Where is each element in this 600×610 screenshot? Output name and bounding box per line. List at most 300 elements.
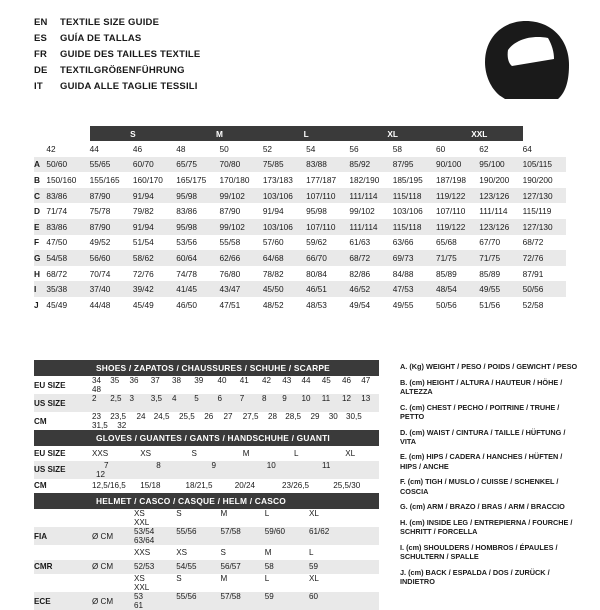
row-label-cm: CM: [34, 481, 47, 491]
cell: 190/200: [522, 174, 553, 185]
cell: 70/80: [219, 159, 241, 170]
size-58: 58: [393, 141, 436, 157]
cell: 65/75: [176, 159, 197, 170]
cell: 52/53: [134, 562, 155, 572]
cell: 56/60: [89, 252, 111, 263]
cell: 59/60: [264, 527, 286, 536]
cell: 177/187: [306, 174, 337, 185]
helmet-fia-values: [134, 527, 379, 545]
size-48: 48: [176, 141, 219, 157]
cell: L: [294, 448, 299, 458]
cell: 56/57: [220, 562, 241, 572]
gloves-us-values: [92, 461, 379, 479]
cell: 25,5/30: [333, 481, 361, 491]
cell: 7: [239, 394, 245, 403]
cell: XXL: [134, 583, 150, 592]
cell: 83/86: [46, 190, 68, 201]
cell: M: [220, 509, 228, 518]
cell: 103/106: [392, 206, 423, 217]
cell: 11: [321, 394, 331, 403]
cell: 190/200: [479, 174, 510, 185]
cell: 61/63: [349, 237, 371, 248]
cell: 9: [282, 394, 287, 403]
table-row: [34, 250, 566, 266]
cell: L: [264, 509, 270, 518]
cell: 111/114: [349, 190, 378, 201]
cell: 57/60: [262, 237, 284, 248]
shoes-cm-values: [92, 412, 379, 430]
cell: 48/52: [262, 299, 284, 310]
legend-item-b: B. (cm) HEIGHT / ALTURA / HAUTEUR / HÖHE / ALTEZZA: [400, 377, 563, 396]
gloves-section-title: GLOVES / GUANTES / GANTS / HANDSCHUHE / GUANTI: [34, 430, 379, 446]
legend-item-c: C. (cm) CHEST / PECHO / POITRINE / TRUHE / PETTO: [400, 402, 560, 421]
legend-item-f: F. (cm) TIGH / MUSLO / CUISSE / SCHENKEL / COSCIA: [400, 477, 559, 496]
cell: 68/72: [46, 268, 68, 279]
cell: 9: [211, 460, 217, 470]
cell: 69/73: [392, 252, 414, 263]
cell: 45/49: [46, 299, 68, 310]
cell: 99/102: [219, 221, 245, 232]
cell: 90/100: [436, 159, 462, 170]
cell: 59: [309, 562, 319, 572]
legend-item-e: E. (cm) HIPS / CADERA / HANCHES / HÜFTEN / HIPS / ANCHE: [400, 452, 563, 471]
cell: 8: [156, 460, 161, 470]
cell: XS: [176, 547, 188, 557]
cell: 2: [92, 394, 97, 403]
cell: 49/52: [89, 237, 111, 248]
header-row: [34, 48, 200, 61]
cell: 87/91: [522, 268, 544, 279]
cell: 10: [266, 460, 276, 470]
cell: 87/90: [89, 190, 111, 201]
cell: 51/56: [479, 299, 501, 310]
cell: XS: [134, 509, 145, 518]
cell: 46/52: [349, 284, 371, 295]
cell: 61: [134, 601, 144, 610]
cell: 107/110: [436, 206, 466, 217]
cell: 91/94: [262, 206, 284, 217]
row-label-eu-size: EU SIZE: [34, 448, 66, 458]
cell: 83/86: [176, 206, 197, 217]
cell: 34: [92, 376, 102, 385]
row-label-us-size: US SIZE: [34, 398, 66, 408]
cell: 35/38: [46, 284, 68, 295]
header-lang-code: IT: [34, 81, 43, 92]
helmet-unit-cmr: Ø CM: [92, 562, 114, 572]
cell: 63/66: [392, 237, 414, 248]
header-title-text: GUIDA ALLE TAGLIE TESSILI: [60, 81, 198, 92]
cell: 41: [239, 376, 249, 385]
cell: 119/122: [436, 190, 466, 201]
cell: 38: [172, 376, 182, 385]
table-row: [34, 281, 566, 297]
cell: 5: [194, 394, 199, 403]
cell: M: [220, 574, 228, 583]
cell: 87/90: [89, 221, 111, 232]
band-l: L: [263, 126, 350, 141]
gloves-row-us: [34, 461, 379, 479]
cell: 95/98: [306, 206, 327, 217]
cell: 54/55: [176, 562, 197, 572]
cell: 79/82: [132, 206, 154, 217]
row-label-d: D: [34, 206, 40, 217]
cell: 123/126: [479, 190, 510, 201]
helmet-standard-fia: FIA: [34, 531, 48, 541]
shoes-row-us: [34, 394, 379, 412]
cell: M: [264, 547, 272, 557]
gloves-row-cm: [34, 479, 379, 494]
header-row: [34, 64, 200, 77]
cell: 10: [301, 394, 311, 403]
row-label-cm: CM: [34, 416, 47, 426]
header-lang-code: FR: [34, 49, 48, 60]
cell: 39: [194, 376, 204, 385]
cell: 23,5: [110, 412, 127, 421]
legend-item-a: A. (Kg) WEIGHT / PESO / POIDS / GEWICHT / PESO: [400, 362, 578, 371]
row-label-j: J: [34, 299, 39, 310]
cell: 59/62: [306, 237, 327, 248]
cell: 44/48: [89, 299, 111, 310]
cell: 12,5/16,5: [92, 481, 126, 491]
cell: 54/58: [46, 252, 68, 263]
cell: 82/86: [349, 268, 371, 279]
cell: 150/160: [46, 174, 77, 185]
cell: 103/106: [262, 221, 293, 232]
cell: 28: [268, 412, 278, 421]
cell: 76/80: [219, 268, 241, 279]
helmet-ece-row: [34, 592, 379, 610]
row-label-a: A: [34, 159, 40, 170]
cell: 111/114: [479, 206, 508, 217]
cell: S: [176, 509, 182, 518]
cell: 83/86: [46, 221, 68, 232]
helmet-standard-ece: ECE: [34, 596, 51, 606]
band-xl: XL: [349, 126, 436, 141]
helmet-fia-row: [34, 527, 379, 545]
table-row: [34, 203, 566, 219]
cell: 13: [361, 394, 371, 403]
table-row: [34, 172, 566, 188]
cell: 43: [282, 376, 292, 385]
size-number-row: [34, 141, 566, 157]
table-row: [34, 297, 566, 313]
cell: 115/119: [522, 206, 552, 217]
cell: 48/54: [436, 284, 457, 295]
cell: 70/74: [89, 268, 111, 279]
cell: 45: [321, 376, 331, 385]
cell: 68/72: [522, 237, 544, 248]
cell: 36: [129, 376, 139, 385]
cell: 75/85: [262, 159, 284, 170]
helmet-unit-empty: [92, 545, 134, 560]
cell: 46: [342, 376, 352, 385]
cell: 30,5: [346, 412, 362, 421]
row-label-c: C: [34, 190, 40, 201]
size-56: 56: [349, 141, 392, 157]
cell: XL: [345, 448, 356, 458]
cell: 160/170: [132, 174, 163, 185]
measurement-legend: [400, 362, 580, 593]
cell: XL: [309, 509, 319, 518]
row-label-us-size: US SIZE: [34, 465, 66, 474]
cell: 107/110: [306, 221, 336, 232]
helmet-ece-headers: [134, 574, 379, 592]
cell: 49/55: [479, 284, 501, 295]
cell: 62/66: [219, 252, 241, 263]
cell: 42: [262, 376, 272, 385]
helmet-header-empty: [34, 545, 92, 560]
row-label-f: F: [34, 237, 40, 248]
cell: 123/126: [479, 221, 510, 232]
table-row: [34, 235, 566, 251]
cell: 46/51: [306, 284, 327, 295]
helmet-cmr-values: [134, 560, 379, 575]
header-titles: [34, 16, 200, 96]
header-title-text: GUIDE DES TAILLES TEXTILE: [60, 49, 201, 60]
legend-item-d: D. (cm) WAIST / CINTURA / TAILLE / HÜFTUNG / VITA: [400, 427, 566, 446]
cell: 165/175: [176, 174, 207, 185]
cell: 31,5: [92, 421, 108, 430]
cell: 27: [223, 412, 233, 421]
gloves-cm-values: [92, 479, 379, 494]
legend-item-h: H. (cm) INSIDE LEG / ENTREPIERNA / FOURCHE / SCHRITT / FORCELLA: [400, 517, 573, 537]
cell: 65/68: [436, 237, 457, 248]
size-52: 52: [263, 141, 306, 157]
cell: 57/58: [220, 592, 241, 601]
cell: 74/78: [176, 268, 197, 279]
header-row: [34, 32, 200, 45]
helmet-ece-values: [134, 592, 379, 610]
cell: 78/82: [262, 268, 284, 279]
cell: 75/78: [89, 206, 111, 217]
cell: XL: [309, 574, 319, 583]
cell: 45/49: [132, 299, 154, 310]
header-row: [34, 80, 200, 93]
gloves-eu-values: [92, 446, 379, 461]
cell: 52/58: [522, 299, 544, 310]
gloves-table: [34, 446, 379, 493]
cell: 55/58: [219, 237, 241, 248]
cell: 24: [136, 412, 146, 421]
shoes-eu-values: [92, 376, 379, 394]
cell: 27,5: [242, 412, 259, 421]
cell: 12: [342, 394, 352, 403]
cell: XS: [140, 448, 152, 458]
cell: 50/56: [522, 284, 544, 295]
cell: 49/54: [349, 299, 371, 310]
row-label-e: E: [34, 221, 40, 232]
cell: 187/198: [436, 174, 466, 185]
cell: 50/60: [46, 159, 68, 170]
cell: 61/62: [309, 527, 330, 536]
cell: 48/53: [306, 299, 327, 310]
cell: 49/55: [392, 299, 414, 310]
cell: 51/54: [132, 237, 154, 248]
helmet-fia-headers: [134, 509, 379, 527]
cell: 66/70: [306, 252, 327, 263]
cell: 95/98: [176, 221, 197, 232]
cell: 32: [117, 421, 127, 430]
table-row: [34, 219, 566, 235]
helmet-unit-fia: Ø CM: [92, 531, 114, 541]
row-label-eu-size: EU SIZE: [34, 380, 66, 390]
cell: S: [191, 448, 197, 458]
cell: 91/94: [132, 190, 154, 201]
cell: 47/53: [392, 284, 414, 295]
shoes-row-cm: [34, 412, 379, 430]
band-xxl: XXL: [436, 126, 523, 141]
cell: 60: [309, 592, 319, 601]
row-label-b: B: [34, 174, 40, 185]
lower-tables: [34, 360, 379, 610]
size-42: 42: [46, 141, 89, 157]
cell: 28,5: [285, 412, 302, 421]
shoes-section-title: SHOES / ZAPATOS / CHAUSSURES / SCHUHE / SCARPE: [34, 360, 379, 376]
header-lang-code: EN: [34, 17, 48, 28]
cell: 103/106: [262, 190, 293, 201]
cell: 40: [217, 376, 227, 385]
size-band-row: [34, 126, 566, 141]
cell: 53/54: [134, 527, 155, 536]
cell: 46/50: [176, 299, 197, 310]
cell: 57/58: [220, 527, 241, 536]
cell: 41/45: [176, 284, 197, 295]
cell: XS: [134, 574, 145, 583]
cell: 20/24: [234, 481, 256, 491]
cell: XXS: [92, 448, 109, 458]
cell: S: [176, 574, 182, 583]
table-row: [34, 266, 566, 282]
cell: 3: [129, 394, 135, 403]
legend-item-i: I. (cm) SHOULDERS / HOMBROS / ÉPAULES / SCHULTERN / SPALLE: [400, 542, 558, 562]
cell: 107/110: [306, 190, 336, 201]
cell: 43/47: [219, 284, 241, 295]
cell: 24,5: [153, 412, 170, 421]
row-label-h: H: [34, 268, 40, 279]
cell: L: [309, 547, 314, 557]
legend-item-g: G. (cm) ARM / BRAZO / BRAS / ARM / BRACCIO: [400, 502, 565, 512]
textile-size-table: [34, 126, 566, 313]
cell: 6: [217, 394, 223, 403]
cell: 91/94: [132, 221, 154, 232]
cell: L: [264, 574, 270, 583]
size-46: 46: [133, 141, 176, 157]
band-m: M: [176, 126, 263, 141]
cell: 71/75: [479, 252, 501, 263]
cell: 55/65: [89, 159, 111, 170]
cell: 84/88: [392, 268, 414, 279]
cell: 23/26,5: [282, 481, 310, 491]
cell: 11: [322, 460, 331, 470]
cell: 182/190: [349, 174, 380, 185]
helmet-table: [34, 509, 379, 610]
cell: 18/21,5: [185, 481, 213, 491]
cell: 95/100: [479, 159, 505, 170]
cell: 60/70: [132, 159, 154, 170]
cell: 127/130: [522, 190, 553, 201]
helmet-cmr-row: [34, 560, 379, 575]
cell: S: [220, 547, 226, 557]
row-label-empty: [34, 141, 46, 157]
cell: 47/51: [219, 299, 241, 310]
cell: 53/56: [176, 237, 197, 248]
header-lang-code: ES: [34, 33, 48, 44]
cell: 99/102: [349, 206, 375, 217]
cell: 170/180: [219, 174, 250, 185]
cell: 111/114: [349, 221, 378, 232]
cell: 87/90: [219, 206, 241, 217]
header-title-text: GUÍA DE TALLAS: [60, 33, 142, 44]
size-64: 64: [523, 141, 566, 157]
cell: 58/62: [132, 252, 154, 263]
legend-item-j: J. (cm) BACK / ESPALDA / DOS / ZURÜCK / INDIETRO: [400, 567, 550, 586]
header-title-text: TEXTILE SIZE GUIDE: [60, 17, 160, 28]
cell: 48: [92, 385, 102, 394]
band-spacer: [34, 126, 46, 141]
cell: 47: [361, 376, 371, 385]
cell: 29: [310, 412, 320, 421]
cell: 71/74: [46, 206, 68, 217]
helmet-icon: [478, 18, 574, 107]
helmet-cmr-header-row: [34, 545, 379, 560]
cell: 95/98: [176, 190, 197, 201]
helmet-ece-header-row: [34, 574, 379, 592]
cell: 68/72: [349, 252, 371, 263]
cell: 80/84: [306, 268, 327, 279]
cell: 119/122: [436, 221, 466, 232]
cell: 47/50: [46, 237, 68, 248]
cell: 87/95: [392, 159, 414, 170]
cell: 8: [262, 394, 267, 403]
table-row: [34, 188, 566, 204]
cell: 12: [96, 469, 106, 479]
size-50: 50: [220, 141, 263, 157]
header-lang-code: DE: [34, 65, 48, 76]
cell: 50/56: [436, 299, 457, 310]
size-44: 44: [90, 141, 133, 157]
cell: 67/70: [479, 237, 501, 248]
header-row: [34, 16, 200, 29]
helmet-header-empty: [34, 509, 92, 527]
helmet-unit-empty: [92, 574, 134, 592]
header-title-text: TEXTILGRÖßENFÜHRUNG: [60, 65, 185, 76]
cell: 45/50: [262, 284, 284, 295]
cell: 85/92: [349, 159, 371, 170]
cell: 63/64: [134, 536, 155, 545]
cell: 23: [92, 412, 102, 421]
cell: 53: [134, 592, 144, 601]
cell: 59: [264, 592, 274, 601]
cell: XXL: [134, 518, 150, 527]
shoes-table: [34, 376, 379, 430]
cell: 85/89: [479, 268, 501, 279]
cell: 55/56: [176, 592, 197, 601]
cell: 35: [110, 376, 120, 385]
cell: 115/118: [392, 190, 422, 201]
helmet-section-title: HELMET / CASCO / CASQUE / HELM / CASCO: [34, 493, 379, 509]
size-62: 62: [479, 141, 522, 157]
cell: 85/89: [436, 268, 457, 279]
helmet-unit-ece: Ø CM: [92, 596, 114, 606]
table-row: [34, 157, 566, 173]
row-label-g: G: [34, 252, 41, 263]
helmet-standard-cmr: CMR: [34, 562, 53, 572]
cell: 71/75: [436, 252, 457, 263]
cell: 26: [204, 412, 214, 421]
cell: 37: [150, 376, 160, 385]
cell: 64/68: [262, 252, 284, 263]
band-spacer: [523, 126, 566, 141]
